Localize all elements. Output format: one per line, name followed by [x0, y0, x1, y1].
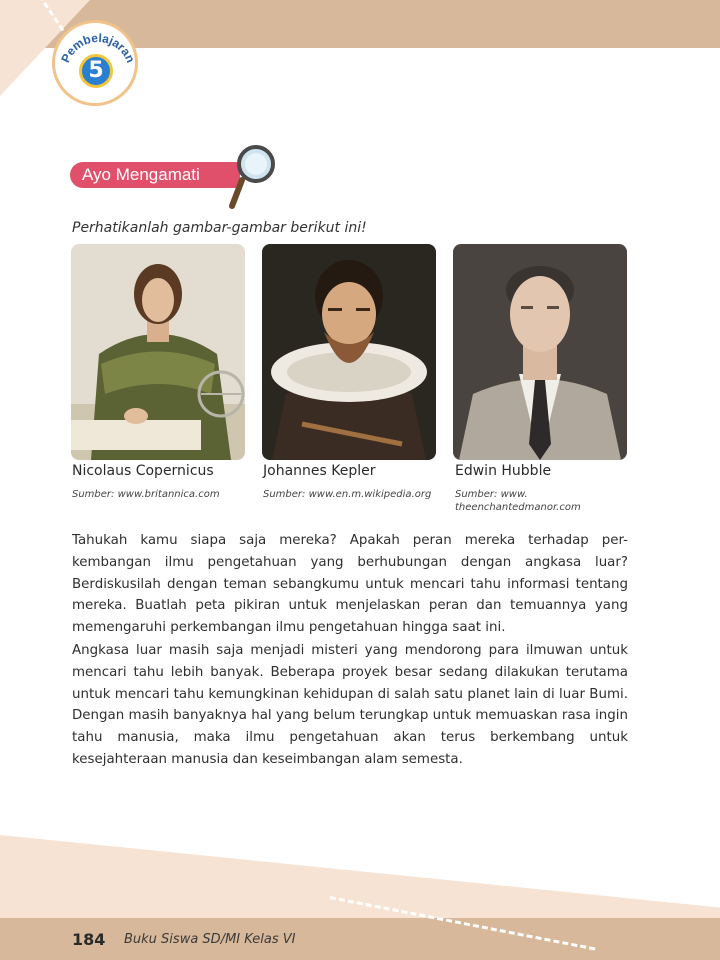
kepler-portrait — [262, 244, 436, 460]
figure-source-line: Sumber: www. — [455, 489, 528, 500]
figure-source — [72, 488, 220, 501]
figure-source — [263, 488, 431, 501]
figure-name: Nicolaus Copernicus — [72, 463, 214, 479]
book-title: Buku Siswa SD/MI Kelas VI — [124, 932, 296, 947]
copernicus-portrait — [71, 244, 245, 460]
figure-source-line: theenchantedmanor.com — [455, 502, 581, 513]
page-number: 184 — [72, 930, 106, 949]
intro-text: Perhatikanlah gambar-gambar berikut ini! — [72, 220, 367, 236]
section-title: Ayo Mengamati — [70, 162, 240, 188]
footer-band — [0, 918, 720, 960]
lesson-number: 5 — [79, 54, 113, 88]
figure-name: Edwin Hubble — [455, 463, 552, 479]
paragraph: Tahukah kamu siapa saja mereka? Apakah peran mereka terhadap per-kembangan ilmu pengetahuan yang berhubungan dengan angkasa luar? Berdiskusilah dengan teman sebangkumu untuk mencari tahu informasi tentang mereka. Buatlah peta pikiran untuk menjelaskan peran dan temuannya yang memengaruhi perkembangan ilmu pengetahuan hingga saat ini. — [72, 533, 628, 636]
figure-source-line: Sumber: www.en.m.wikipedia.org — [263, 489, 432, 500]
figure-name: Johannes Kepler — [263, 463, 376, 479]
figure-source-line: Sumber: www.britannica.com — [72, 489, 220, 500]
lesson-badge — [52, 20, 138, 106]
badge-label: Pembelajaran — [58, 30, 138, 65]
paragraph: Angkasa luar masih saja menjadi misteri yang mendorong para ilmuwan untuk mencari tahu lebih banyak. Beberapa proyek besar sedang dilakukan terutama untuk mencari tahu kemungkinan kehidupan di salah satu planet lain di luar Bumi. Dengan masih banyaknya hal yang belum terungkap untuk memuaskan rasa ingin tahu manusia, maka ilmu pengetahuan akan terus berkembang untuk kesejahteraan manusia dan keseimbangan alam semesta. — [72, 643, 628, 767]
figure-source — [455, 488, 581, 514]
hubble-portrait — [453, 244, 627, 460]
magnifier-icon — [228, 144, 278, 210]
